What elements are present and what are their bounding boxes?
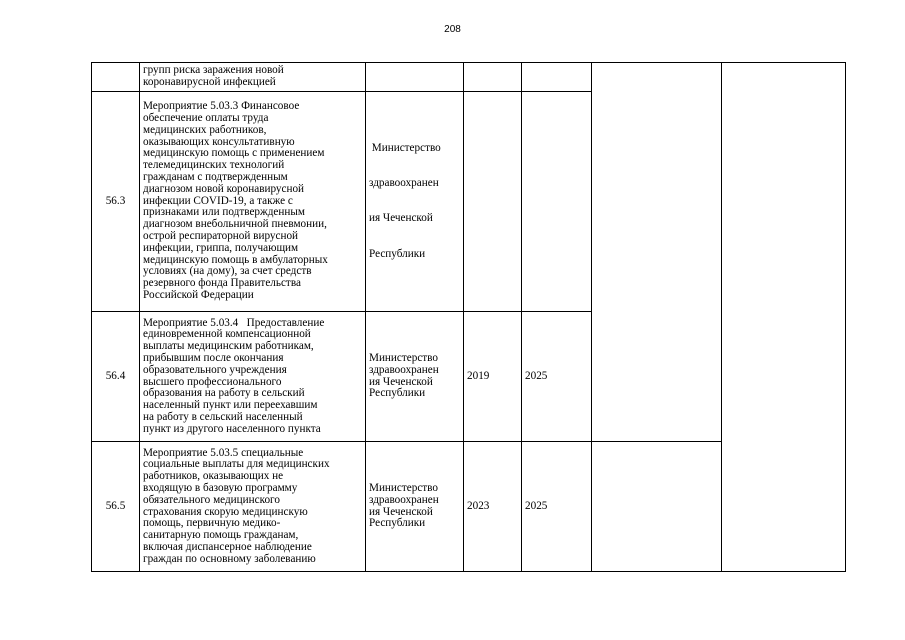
description-line: телемедицинских технологий <box>143 159 285 172</box>
description-line: диагнозом внебольничной пневмонии, <box>143 218 327 231</box>
description-line: входящую в базовую программу <box>143 481 298 494</box>
executor-line: ия Чеченской <box>369 505 433 518</box>
executor-line: здравоохранен <box>369 363 439 376</box>
description-line: коронавирусной инфекцией <box>143 76 276 88</box>
description-line: медицинскую помощь в амбулаторных <box>143 253 328 266</box>
executor-line: Министерство <box>369 141 441 154</box>
end-year-cell: 2025 <box>522 442 592 572</box>
executor-line: здравоохранен <box>369 176 439 189</box>
description-line: санитарную помощь гражданам, <box>143 529 299 542</box>
description-line: резервного фонда Правительства <box>143 277 301 290</box>
description-line: медицинских работников, <box>143 123 267 136</box>
page-number: 208 <box>444 24 461 35</box>
description-line: Мероприятие 5.03.5 специальные <box>143 446 304 459</box>
description-line: социальные выплаты для медицинских <box>143 458 330 471</box>
row-number-cell: 56.4 <box>92 312 140 442</box>
executor-line: Министерство <box>369 481 438 494</box>
description-line: обязательного медицинского <box>143 493 280 506</box>
description-line: Российской Федерации <box>143 288 254 301</box>
executor-line: здравоохранен <box>369 493 439 506</box>
start-year-cell <box>464 92 522 312</box>
description-line: работников, оказывающих не <box>143 470 284 483</box>
description-line: граждан по основному заболеванию <box>143 552 316 565</box>
description-line: признаками или подтвержденным <box>143 206 305 219</box>
row-number-cell <box>92 63 140 92</box>
end-year-cell: 2025 <box>522 312 592 442</box>
empty-cell <box>592 442 722 572</box>
end-year-cell <box>522 92 592 312</box>
description-line: пункт из другого населенного пункта <box>143 422 321 435</box>
empty-merged-cell <box>592 63 722 442</box>
description-line: образовательного учреждения <box>143 363 287 376</box>
description-line: высшего профессионального <box>143 375 282 388</box>
description-line: населенный пункт или переехавшим <box>143 399 318 412</box>
description-line: Мероприятие 5.03.3 Финансовое <box>143 100 300 113</box>
description-line: инфекции, гриппа, получающим <box>143 241 299 254</box>
description-line: прибывшим после окончания <box>143 351 284 364</box>
description-line: острой респираторной вирусной <box>143 229 299 242</box>
description-line: на работу в сельский населенный <box>143 410 303 423</box>
description-line: единовременной компенсационной <box>143 328 311 341</box>
description-cell <box>140 312 366 442</box>
description-cell <box>140 442 366 572</box>
executor-line: Республики <box>369 387 426 400</box>
executor-cell <box>366 63 464 92</box>
end-year-cell <box>522 63 592 92</box>
start-year-cell: 2023 <box>464 442 522 572</box>
description-line: помощь, первичную медико- <box>143 517 281 530</box>
description-line: образования на работу в сельский <box>143 387 305 400</box>
description-line: диагнозом новой коронавирусной <box>143 182 305 195</box>
activities-table <box>91 62 846 572</box>
executor-line: Республики <box>369 247 426 260</box>
start-year-cell <box>464 63 522 92</box>
description-cell <box>140 92 366 312</box>
executor-cell <box>366 442 464 572</box>
description-line: обеспечение оплаты труда <box>143 112 269 125</box>
executor-line: Министерство <box>369 351 438 364</box>
executor-cell <box>366 92 464 312</box>
description-line: гражданам с подтвержденным <box>143 171 288 183</box>
description-line: инфекции COVID-19, а также с <box>143 194 293 207</box>
row-number-cell: 56.3 <box>92 92 140 312</box>
description-line: Мероприятие 5.03.4 Предоставление <box>143 316 325 329</box>
description-line: медицинскую помощь с применением <box>143 147 325 160</box>
description-line: оказывающих консультативную <box>143 135 295 148</box>
description-line: страхования скорую медицинскую <box>143 505 308 518</box>
description-line: условиях (на дому), за счет средств <box>143 265 312 278</box>
executor-line: ия Чеченской <box>369 375 433 388</box>
row-number-cell: 56.5 <box>92 442 140 572</box>
empty-merged-cell <box>722 63 846 572</box>
executor-line: Республики <box>369 517 426 530</box>
executor-line: ия Чеченской <box>369 212 433 225</box>
description-line: включая диспансерное наблюдение <box>143 540 312 553</box>
executor-cell <box>366 312 464 442</box>
start-year-cell: 2019 <box>464 312 522 442</box>
description-line: выплаты медицинским работникам, <box>143 340 314 353</box>
table-row <box>92 63 846 92</box>
description-cell <box>140 63 366 92</box>
description-line: групп риска заражения новой <box>143 64 284 77</box>
